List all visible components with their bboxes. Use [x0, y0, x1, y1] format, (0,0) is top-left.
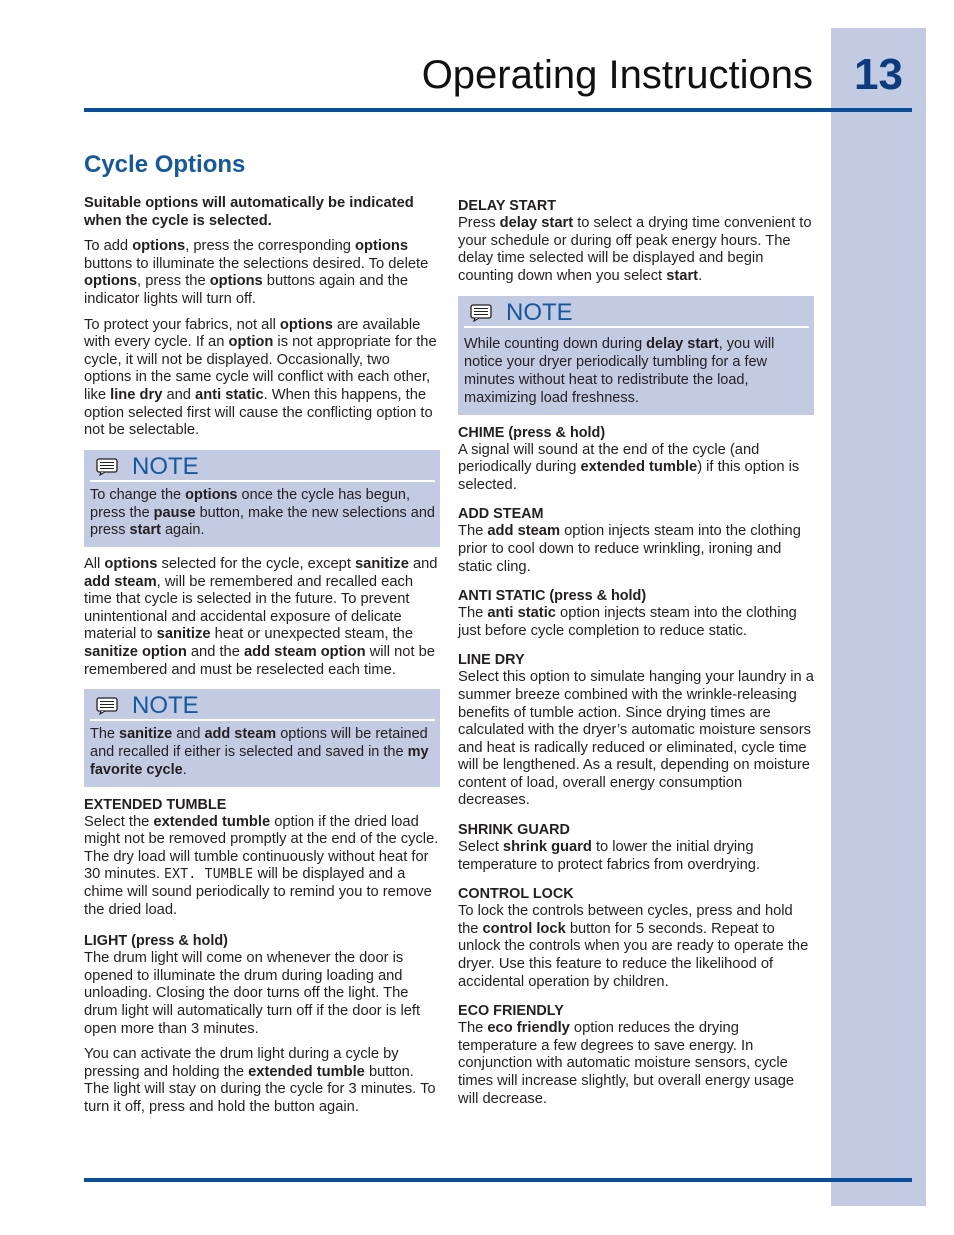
option-add-steam: [458, 505, 814, 576]
option-heading: CONTROL LOCK: [458, 886, 574, 903]
note-speech-icon: [96, 458, 118, 476]
note-speech-icon: [96, 697, 118, 715]
note-header: [90, 454, 435, 482]
option-text: A signal will sound at the end of the cycle (and periodically during extended tumble) if this option is selected.: [458, 441, 800, 493]
option-text: Select this option to simulate hanging your laundry in a summer breeze combined with the wrinkle-releasing benefits of tumble action. Since drying times are calculated with the dryer’s automatic moisture sensors and heat is radically reduced or eliminated, cycle time will be lengthened. As a result, depending on moisture content of load, overall energy consumption decreases.: [458, 669, 814, 809]
note-text: The sanitize and add steam options will be retained and recalled if either is selected and saved in the my favorite cycle.: [90, 726, 429, 778]
left-column: [84, 195, 440, 1128]
display-text: EXT. TUMBLE: [164, 867, 254, 883]
option-heading: EXTENDED TUMBLE: [84, 796, 227, 813]
option-text: Select the extended tumble option if the dried load might not be removed promptly at the end of the cycle. The dry load will tumble continuously without heat for 30 minutes. EXT. TUMBLE will be displayed and a chime will sound periodically to remind you to remove the dried load.: [84, 813, 439, 918]
option-line-dry: [458, 651, 814, 810]
note-label: NOTE: [506, 299, 573, 327]
page-title: Operating Instructions: [421, 53, 813, 97]
option-heading: DELAY START: [458, 198, 557, 214]
header-rule: [84, 108, 912, 112]
note-text: To change the options once the cycle has begun, press the pause button, make the new selections and press start again.: [90, 486, 435, 539]
option-delay-start: [458, 197, 814, 285]
option-text: The drum light will come on whenever the door is opened to illuminate the drum during loading and unloading. Closing the door turns off the light. The drum light will automatically turn off if the door is left open more than 3 minutes.: [84, 950, 421, 1037]
note-speech-icon: [470, 304, 492, 322]
page-number: 13: [854, 50, 903, 99]
option-text: Select shrink guard to lower the initial drying temperature to protect fabrics from overdrying.: [458, 839, 761, 873]
note-header: [90, 693, 435, 721]
footer-rule: [84, 1178, 912, 1182]
paragraph: All options selected for the cycle, except sanitize and add steam, will be remembered and recalled each time that cycle is selected in the future. To prevent unintentional and accidental exposure of delicate material to sanitize heat or unexpected steam, the sanitize option and the add steam option will not be remembered and must be reselected each time.: [84, 556, 438, 678]
option-text: The add steam option injects steam into the clothing prior to cool down to reduce wrinkling, ironing and static cling.: [458, 523, 801, 575]
option-heading: ECO FRIENDLY: [458, 1003, 564, 1020]
section-title: Cycle Options: [84, 151, 246, 178]
option-extended-tumble: [84, 796, 440, 920]
note-text: While counting down during delay start, you will notice your dryer periodically tumbling for a few minutes without heat to redistribute the load, maximizing load freshness.: [464, 336, 775, 406]
option-heading: ANTI STATIC (press & hold): [458, 588, 647, 605]
option-text: To lock the controls between cycles, press and hold the control lock button for 5 seconds. Repeat to unlock the controls when you are ready to operate the dryer. Use this feature to reduce the likelihood of accidental operation by children.: [458, 903, 809, 990]
paragraph: To protect your fabrics, not all options are available with every cycle. If an option is not appropriate for the cycle, it will not be displayed. Occasionally, two options in the same cycle will conflict with each other, like line dry and anti static. When this happens, the option selected first will cause the conflicting option to not be selectable.: [84, 316, 437, 439]
note-box: [458, 296, 814, 414]
option-text: Press delay start to select a drying time convenient to your schedule or during off peak energy hours. The delay time selected will be displayed and begin counting down when you select start.: [458, 215, 812, 284]
note-label: NOTE: [132, 692, 199, 720]
option-heading: LIGHT (press & hold): [84, 933, 228, 950]
option-text: You can activate the drum light during a cycle by pressing and holding the extended tumble button. The light will stay on during the cycle for 3 minutes. To turn it off, press and hold the button again.: [84, 1046, 436, 1115]
option-eco-friendly: [458, 1002, 814, 1108]
side-tab: [831, 28, 926, 1206]
option-anti-static: [458, 587, 814, 640]
note-box: [84, 689, 440, 786]
option-shrink-guard: [458, 821, 814, 874]
option-text: The eco friendly option reduces the drying temperature a few degrees to save energy. In conjunction with automatic moisture sensors, cycle times will increase slightly, but overall energy usage will decrease.: [458, 1020, 795, 1107]
note-header: [464, 300, 809, 328]
note-label: NOTE: [132, 452, 199, 480]
option-text: The anti static option injects steam into the clothing just before cycle completion to reduce static.: [458, 605, 797, 639]
intro-text: Suitable options will automatically be indicated when the cycle is selected.: [84, 195, 414, 229]
option-heading: ADD STEAM: [458, 506, 544, 523]
note-box: [84, 450, 440, 547]
option-light: [84, 932, 440, 1116]
paragraph: To add options, press the corresponding options buttons to illuminate the selections desired. To delete options, press the options buttons again and the indicator lights will turn off.: [84, 238, 429, 307]
option-heading: CHIME (press & hold): [458, 424, 606, 441]
right-column: [458, 197, 814, 1119]
option-heading: SHRINK GUARD: [458, 822, 570, 839]
option-control-lock: [458, 885, 814, 991]
option-heading: LINE DRY: [458, 652, 525, 669]
option-chime: [458, 424, 814, 495]
